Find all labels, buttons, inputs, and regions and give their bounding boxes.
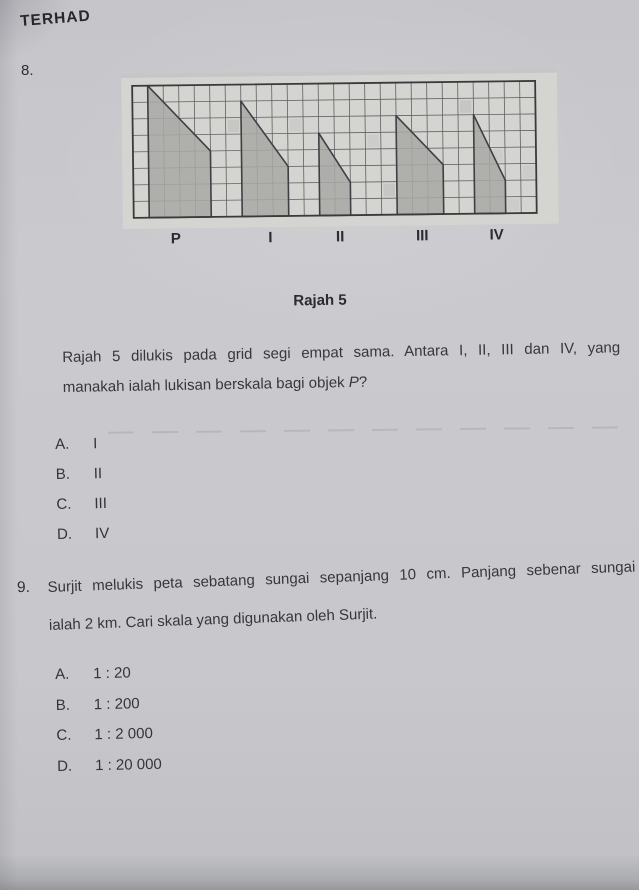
option-row: [55, 661, 276, 696]
question-9-number: 9.: [16, 578, 31, 597]
option-letter: A.: [55, 435, 70, 453]
option-row: [56, 461, 277, 496]
figure-label-II: II: [335, 228, 345, 246]
question-8-text: [62, 333, 621, 403]
option-letter: B.: [55, 696, 71, 714]
figure-label-I: I: [268, 229, 273, 247]
object-p-italic: P: [348, 373, 359, 392]
option-row: [56, 491, 277, 526]
option-letter: D.: [56, 525, 73, 543]
option-value: 1 : 200: [93, 694, 140, 713]
question-8-text-line1: Rajah 5 dilukis pada grid segi empat sama. Antara I, II, III dan IV, yang: [62, 339, 621, 366]
figure-rajah-5: [121, 69, 559, 264]
grid-figure: [121, 69, 559, 264]
question-9-text-line2: ialah 2 km. Cari skala yang digunakan oleh Surjit.: [48, 605, 378, 634]
option-row: [57, 521, 278, 556]
question-8-number: 8.: [21, 62, 34, 79]
option-value: IV: [94, 524, 110, 543]
option-value: 1 : 20: [92, 664, 131, 683]
figure-label-III: III: [415, 227, 429, 245]
option-letter: B.: [55, 465, 71, 483]
option-value: II: [93, 465, 103, 483]
option-row: [56, 722, 277, 757]
question-9-text-line1: Surjit melukis peta sebatang sungai sepanjang 10 cm. Panjang sebenar sungai: [47, 558, 636, 596]
question-8-options: [55, 431, 277, 556]
option-letter: D.: [56, 757, 73, 775]
figure-caption: Rajah 5: [293, 291, 347, 310]
question-9-options: [55, 661, 278, 788]
figure-label-P: P: [170, 230, 181, 248]
option-value: 1 : 2 000: [94, 724, 154, 744]
option-value: III: [94, 494, 108, 513]
option-value: I: [92, 435, 98, 453]
classification-label: TERHAD: [19, 7, 92, 31]
option-value: 1 : 20 000: [94, 755, 162, 774]
question-8-text-line2-post: ?: [358, 373, 368, 391]
option-row: [55, 431, 276, 466]
question-9-text: [47, 548, 637, 644]
option-letter: C.: [56, 726, 72, 744]
option-row: [56, 692, 277, 727]
option-letter: C.: [56, 495, 72, 513]
figure-label-IV: IV: [489, 226, 504, 244]
question-8-text-line2-pre: manakah ialah lukisan berskala bagi objek: [62, 374, 349, 396]
option-letter: A.: [55, 665, 70, 683]
option-row: [57, 753, 278, 788]
